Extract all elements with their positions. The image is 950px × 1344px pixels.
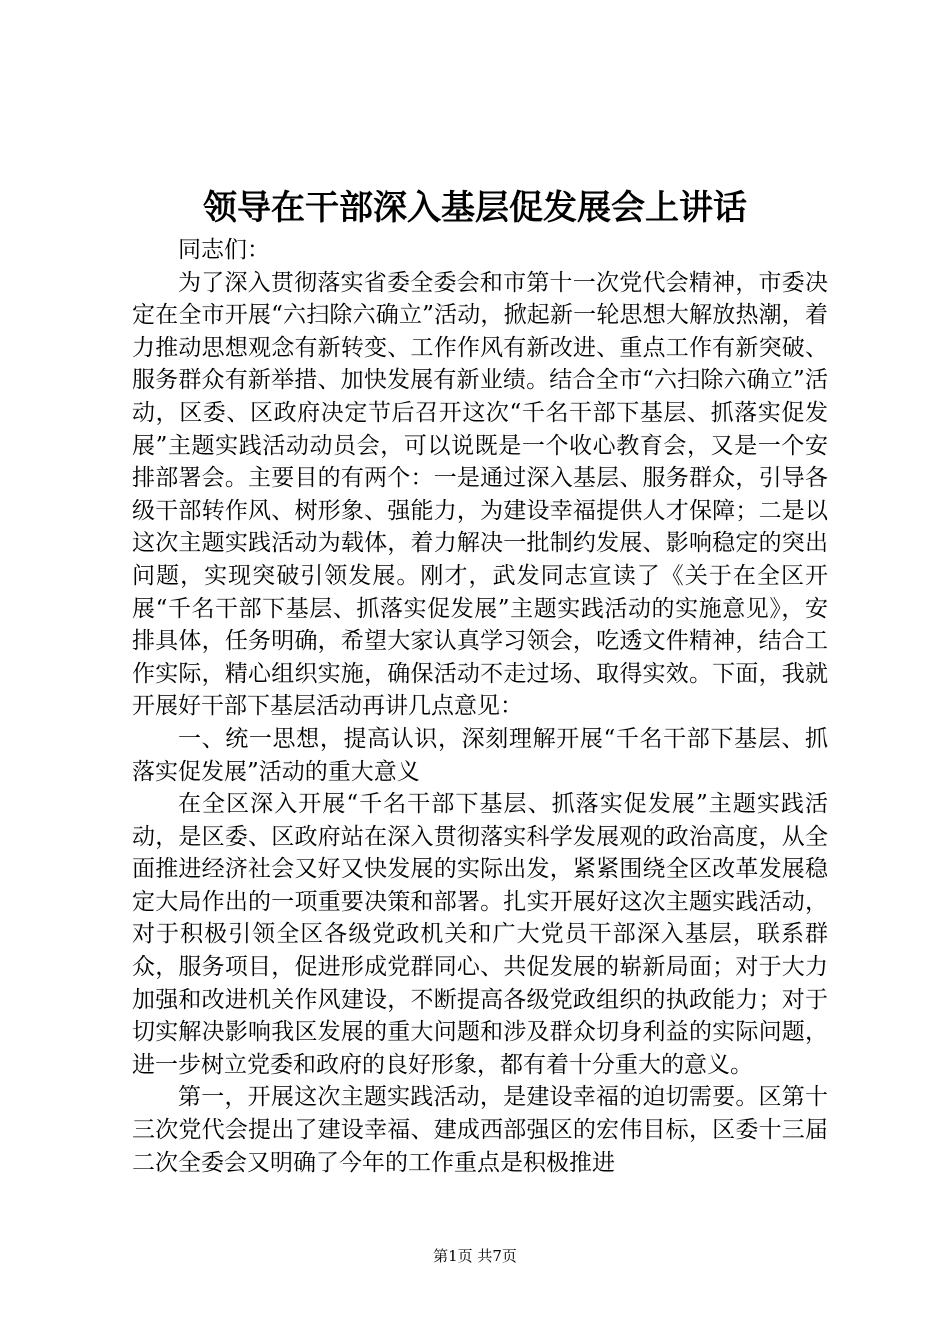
paragraph-salutation: 同志们：: [178, 237, 270, 263]
page-number-footer: 第1页 共7页: [433, 1247, 517, 1265]
document-body: [132, 234, 828, 1179]
paragraph-intro: 为了深入贯彻落实省委全委会和市第十一次党代会精神，市委决定在全市开展“六扫除六确立”活动，掀起新一轮思想大解放热潮，着力推动思想观念有新转变、工作作风有新改进、重点工作有新突破、服务群众有新举措、加快发展有新业绩。结合全市“六扫除六确立”活动，区委、区政府决定节后召开这次“千名干部下基层、抓落实促发展”主题实践活动动员会，可以说既是一个收心教育会，又是一个安排部署会。主要目的有两个：一是通过深入基层、服务群众，引导各级干部转作风、树形象、强能力，为建设幸福提供人才保障；二是以这次主题实践活动为载体，着力解决一批制约发展、影响稳定的突出问题，实现突破引领发展。刚才，武发同志宣读了《关于在全区开展“千名干部下基层、抓落实促发展”主题实践活动的实施意见》，安排具体，任务明确，希望大家认真学习领会，吃透文件精神，结合工作实际，精心组织实施，确保活动不走过场、取得实效。下面，我就开展好干部下基层活动再讲几点意见：: [132, 269, 828, 720]
paragraph-first-point: 第一，开展这次主题实践活动，是建设幸福的迫切需要。区第十三次党代会提出了建设幸福、建成西部强区的宏伟目标，区委十三届二次全委会又明确了今年的工作重点是积极推进: [132, 1084, 828, 1176]
section-heading-1: 一、统一思想，提高认识，深刻理解开展“千名干部下基层、抓落实促发展”活动的重大意义: [132, 725, 828, 785]
document-title: 领导在干部深入基层促发展会上讲话: [203, 188, 747, 228]
paragraph-significance: 在全区深入开展“千名干部下基层、抓落实促发展”主题实践活动，是区委、区政府站在深入贯彻落实科学发展观的政治高度，从全面推进经济社会又好又快发展的实际出发，紧紧围绕全区改革发展稳定大局作出的一项重要决策和部署。扎实开展好这次主题实践活动，对于积极引领全区各级党政机关和广大党员干部深入基层，联系群众，服务项目，促进形成党群同心、共促发展的崭新局面；对于大力加强和改进机关作风建设，不断提高各级党政组织的执政能力；对于切实解决影响我区发展的重大问题和涉及群众切身利益的实际问题，进一步树立党委和政府的良好形象，都有着十分重大的意义。: [132, 791, 828, 1078]
